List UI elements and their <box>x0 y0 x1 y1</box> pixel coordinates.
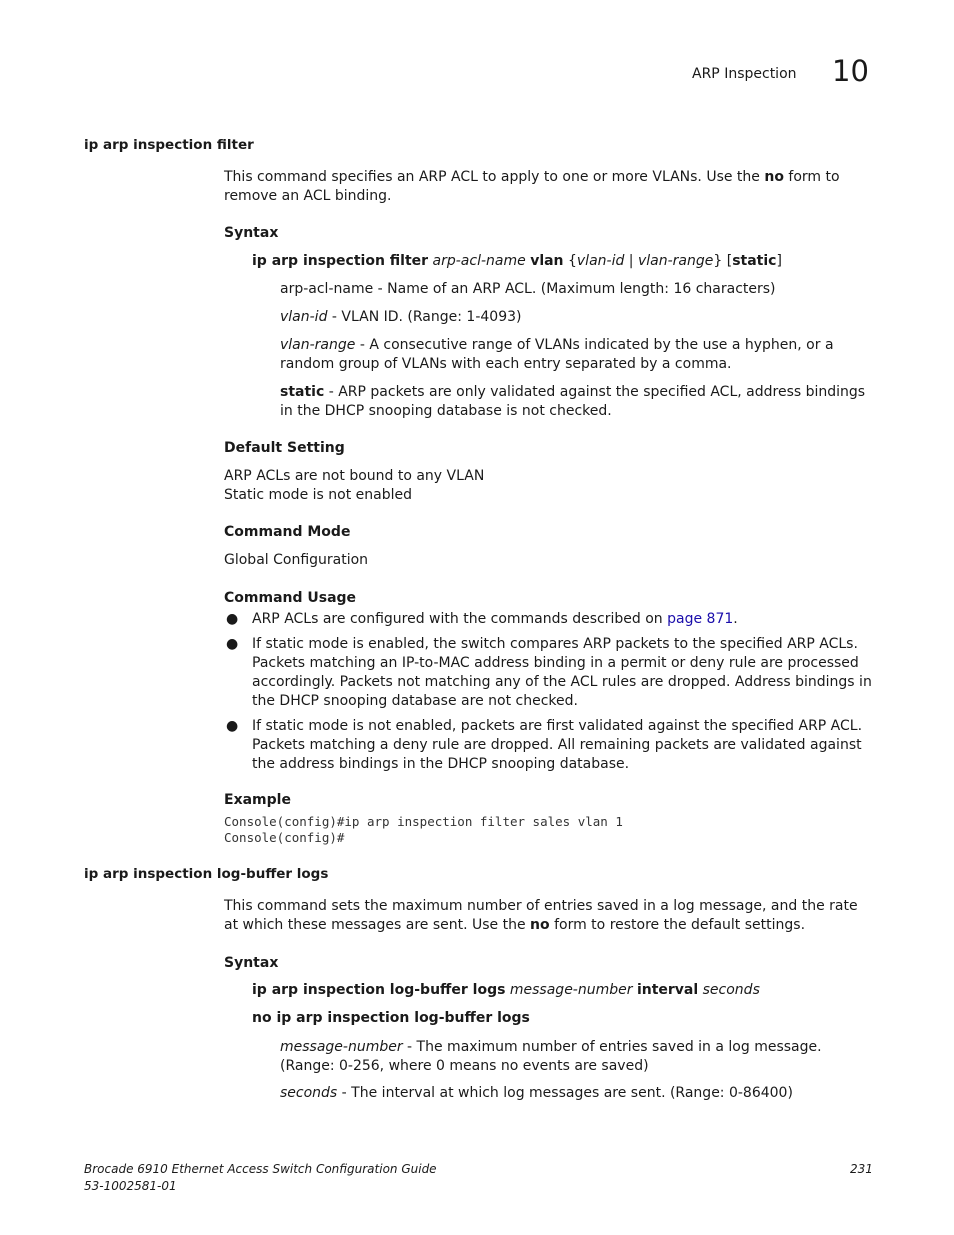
syntax-heading: Syntax <box>224 955 279 971</box>
default-setting-line-1: ARP ACLs are not bound to any VLAN <box>224 468 485 484</box>
command-description: This command specifies an ARP ACL to apply to one or more VLANs. Use the no form to remove an ACL binding. <box>224 169 840 204</box>
bullet-icon: ● <box>226 611 239 627</box>
default-setting-heading: Default Setting <box>224 440 345 456</box>
param-message-number: message-number - The maximum number of entries saved in a log message. (Range: 0-256, where 0 means no events are saved) <box>280 1039 822 1074</box>
param-static: static - ARP packets are only validated against the specified ACL, address bindings in the DHCP snooping database is not checked. <box>280 384 866 419</box>
command-mode-heading: Command Mode <box>224 524 351 540</box>
command-description: This command sets the maximum number of entries saved in a log message, and the rate at which these messages are sent. Use the no form to restore the default settings. <box>224 898 858 933</box>
example-heading: Example <box>224 792 291 808</box>
command-usage-list <box>224 610 874 780</box>
running-header-chapter-number: 10 <box>832 54 869 88</box>
param-vlan-id: vlan-id - VLAN ID. (Range: 1-4093) <box>280 309 522 325</box>
command-usage-heading: Command Usage <box>224 590 357 606</box>
footer-guide-title: Brocade 6910 Ethernet Access Switch Configuration Guide <box>84 1162 437 1176</box>
page-link[interactable]: page 871 <box>667 611 734 627</box>
syntax-line: ip arp inspection filter arp-acl-name vlan {vlan-id | vlan-range} [static] <box>252 253 782 269</box>
syntax-heading: Syntax <box>224 225 279 241</box>
command-heading-log-buffer: ip arp inspection log-buffer logs <box>84 866 329 882</box>
syntax-line: ip arp inspection log-buffer logs message-number interval seconds <box>252 982 760 998</box>
list-item: ● If static mode is not enabled, packets are first validated against the specified ARP ACL. Packets matching a deny rule are dropped. All remaining packets are validated against the address bindings in the DHCP snooping database. <box>226 718 863 772</box>
running-header-section: ARP Inspection <box>692 66 797 82</box>
syntax-no-line: no ip arp inspection log-buffer logs <box>252 1010 530 1026</box>
list-item: ● ARP ACLs are configured with the commands described on page 871. <box>226 611 738 627</box>
example-code-line-1: Console(config)#ip arp inspection filter sales vlan 1 <box>224 814 623 829</box>
example-code-line-2: Console(config)# <box>224 830 345 845</box>
command-mode-text: Global Configuration <box>224 552 369 568</box>
param-arp-acl-name: arp-acl-name - Name of an ARP ACL. (Maximum length: 16 characters) <box>280 281 776 297</box>
default-setting-line-2: Static mode is not enabled <box>224 487 412 503</box>
footer-page-number: 231 <box>850 1162 873 1176</box>
footer-doc-number: 53-1002581-01 <box>84 1179 177 1193</box>
command-heading-filter: ip arp inspection filter <box>84 137 254 153</box>
param-seconds: seconds - The interval at which log messages are sent. (Range: 0-86400) <box>280 1085 793 1101</box>
bullet-icon: ● <box>226 636 239 652</box>
bullet-icon: ● <box>226 718 239 734</box>
list-item: ● If static mode is enabled, the switch compares ARP packets to the specified ARP ACLs. Packets matching an IP-to-MAC address binding in a permit or deny rule are processed accordingly. Packets not matching any of the ACL rules are dropped. Address bindings in the DHCP snooping database are not checked. <box>226 636 872 709</box>
param-vlan-range: vlan-range - A consecutive range of VLANs indicated by the use a hyphen, or a random group of VLANs with each entry separated by a comma. <box>280 337 834 372</box>
